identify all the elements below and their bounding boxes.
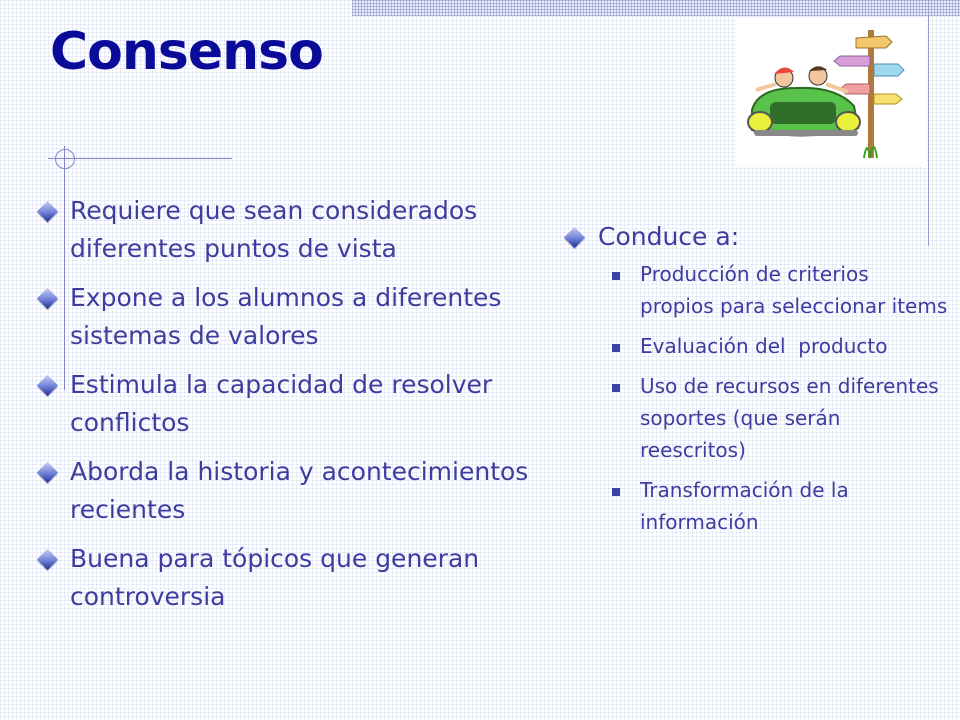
diamond-bullet-icon <box>37 201 58 222</box>
bullet-text: Transformación de la información <box>640 478 849 534</box>
bullet-text: Producción de criterios propios para seleccionar items <box>640 262 948 318</box>
bullet-text: Aborda la historia y acontecimientos recientes <box>70 457 529 524</box>
list-item <box>34 453 534 529</box>
bullet-text: Uso de recursos en diferentes soportes (que serán reescritos) <box>640 374 939 462</box>
square-bullet-icon <box>612 344 620 352</box>
left-bullet-list <box>34 192 534 627</box>
list-item <box>34 366 534 442</box>
diamond-bullet-icon <box>564 227 585 248</box>
bullet-text: Expone a los alumnos a diferentes sistemas de valores <box>70 283 502 350</box>
list-item <box>608 330 948 362</box>
diamond-bullet-icon <box>37 549 58 570</box>
bullet-text: Evaluación del producto <box>640 334 888 358</box>
bullet-text: Buena para tópicos que generan controversia <box>70 544 480 611</box>
right-bullet-list <box>608 258 948 546</box>
square-bullet-icon <box>612 488 620 496</box>
list-item <box>608 474 948 538</box>
right-column-heading <box>562 218 739 256</box>
decorative-horizontal-line <box>48 158 232 159</box>
diamond-bullet-icon <box>37 288 58 309</box>
car-signpost-clipart <box>736 18 926 166</box>
square-bullet-icon <box>612 384 620 392</box>
decorative-ring <box>55 149 75 169</box>
list-item <box>34 192 534 268</box>
decorative-right-line <box>928 0 929 246</box>
diamond-bullet-icon <box>37 462 58 483</box>
list-item <box>34 540 534 616</box>
list-item <box>608 370 948 466</box>
list-item <box>608 258 948 322</box>
square-bullet-icon <box>612 272 620 280</box>
bullet-text: Requiere que sean considerados diferentes puntos de vista <box>70 196 478 263</box>
diamond-bullet-icon <box>37 375 58 396</box>
slide-title: Consenso <box>50 22 323 82</box>
bullet-text: Estimula la capacidad de resolver conflictos <box>70 370 493 437</box>
list-item <box>34 279 534 355</box>
decorative-top-band <box>352 0 960 16</box>
heading-text: Conduce a: <box>598 222 740 251</box>
